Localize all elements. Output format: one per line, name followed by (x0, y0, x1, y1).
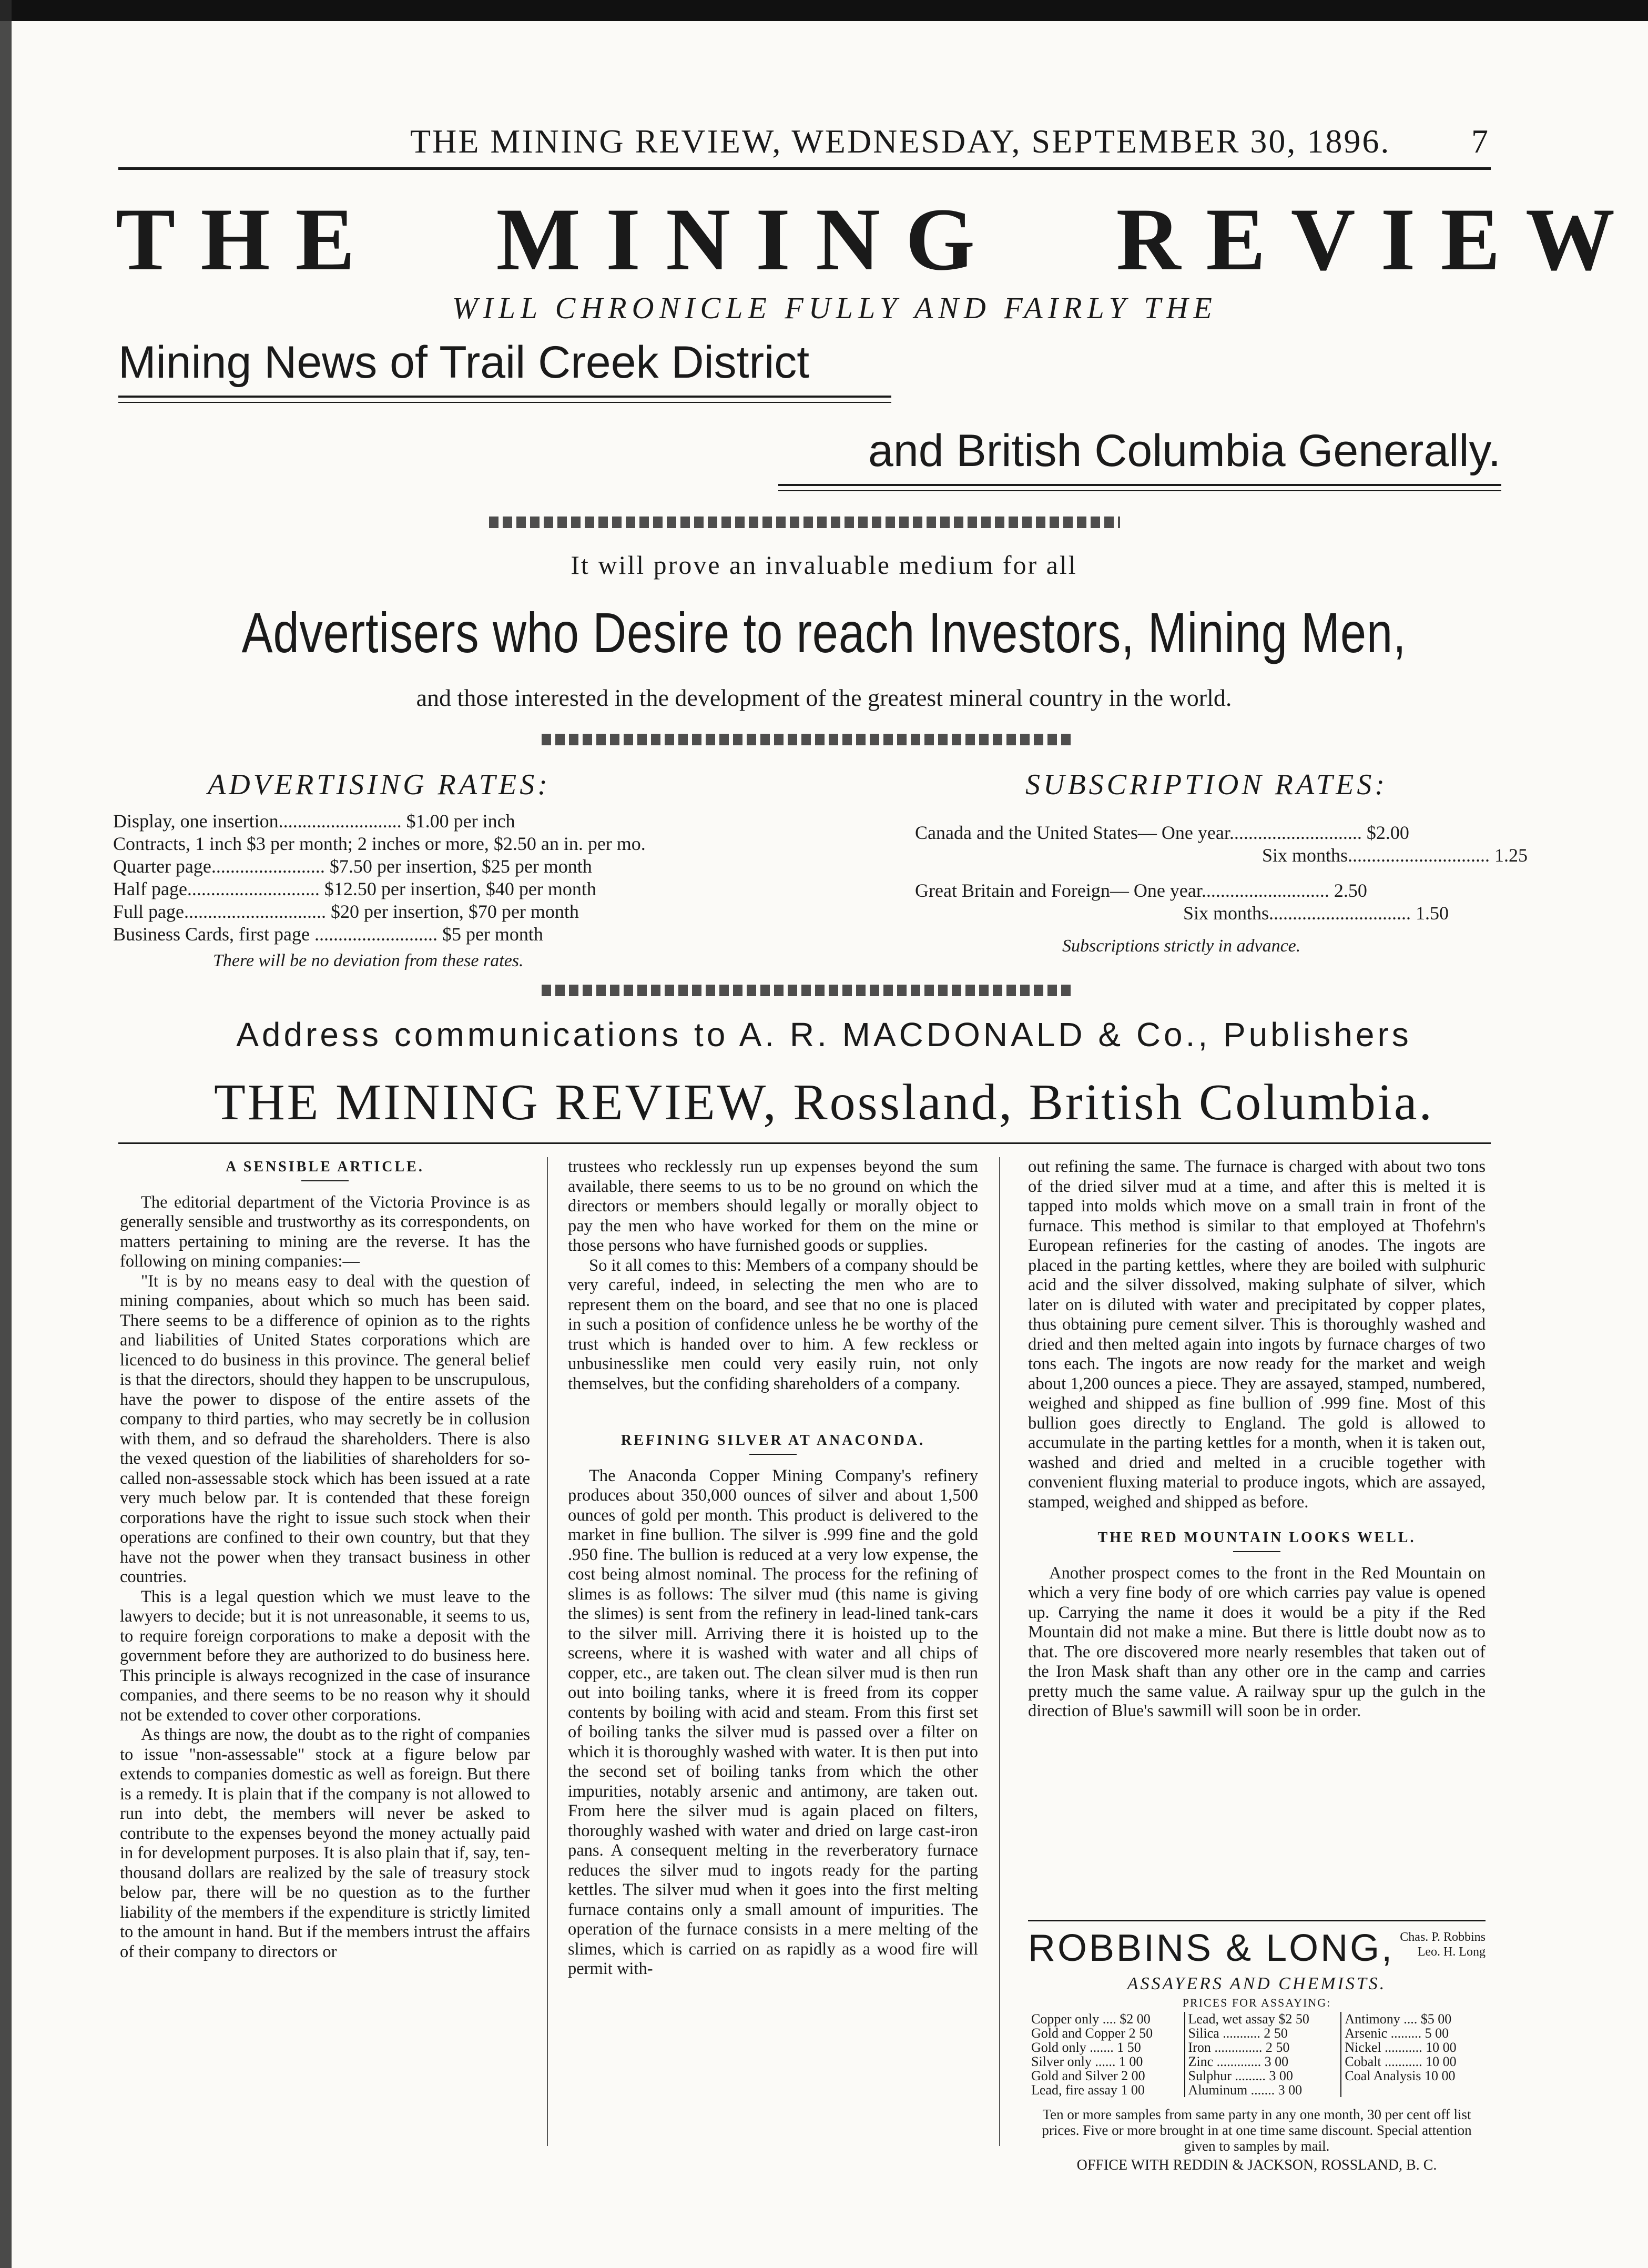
column-rule-2 (999, 1157, 1000, 2146)
ornament-divider-1 (489, 517, 1120, 528)
column-2 (568, 1157, 978, 1979)
robbins-long-advertisement (1028, 1920, 1486, 2205)
price-cell: Silica ........... 2 50 (1185, 2026, 1341, 2040)
adv-rate-row: Full page.............................. $20 per insertion, $70 per month (113, 901, 579, 922)
column-3 (1028, 1157, 1486, 1722)
price-cell: Antimony .... $5 00 (1341, 2012, 1486, 2026)
masthead-word-review: REVIEW (1116, 190, 1641, 289)
price-cell (1341, 2083, 1486, 2097)
price-cell: Coal Analysis 10 00 (1341, 2069, 1486, 2083)
price-cell: Cobalt ........... 10 00 (1341, 2054, 1486, 2069)
article-title: A SENSIBLE ARTICLE. (226, 1159, 424, 1175)
ornament-divider-3 (542, 985, 1073, 996)
ad-price-table (1028, 2012, 1486, 2097)
title-dash (1233, 1551, 1280, 1552)
price-row (1028, 2040, 1486, 2054)
prove-line: It will prove an invaluable medium for all (571, 550, 1077, 580)
price-cell: Aluminum ....... 3 00 (1185, 2083, 1341, 2097)
article-paragraph: The editorial department of the Victoria Province is as generally sensible and trustworthy as its correspondents, on matters pertaining to mining are the reverse. It has the following on mining companies:— (120, 1192, 530, 1271)
rule-under-line1b (118, 402, 891, 403)
price-cell: Copper only .... $2 00 (1031, 2011, 1151, 2027)
price-cell: Gold only ....... 1 50 (1031, 2040, 1141, 2055)
subscription-rates-list (915, 822, 1528, 925)
ad-partner-names (1400, 1930, 1486, 1959)
price-cell: Zinc ............. 3 00 (1185, 2054, 1341, 2069)
mining-news-line: Mining News of Trail Creek District (118, 337, 810, 388)
price-cell: Arsenic ......... 5 00 (1341, 2026, 1486, 2040)
british-columbia-line: and British Columbia Generally. (868, 426, 1501, 476)
advertising-note: There will be no deviation from these rates. (213, 951, 524, 970)
address-line: Address communications to A. R. MACDONALD & Co., Publishers (236, 1016, 1412, 1054)
advertising-rates-list (113, 810, 734, 946)
article-paragraph: The Anaconda Copper Mining Company's refinery produces about 350,000 ounces of silver and about 1,500 ounces of gold per month. This product is delivered to the market in fine bullion. The silver is .999 fine and the gold .950 fine. The bullion is reduced at a very low expense, the cost being almost nominal. The process for the refining of slimes is as follows: The silver mud (this name is giving the slimes) is sent from the refinery in lead-lined tank-cars to the silver mill. Arriving there it is hoisted up to the screens, where it is washed with water and all chips of copper, etc., are taken out. The clean silver mud is then run out into boiling tanks, where it is freed from its copper contents by boiling with acid and steam. From this first set of boiling tanks the silver mud is passed over a filter on which it is thoroughly washed with water. It is then put into the second set of boiling tanks from which the other impurities, notably arsenic and antimony, are taken out. From here the silver mud is again placed on filters, thoroughly washed with water and dried on large cast-iron pans. A consequent melting in the reverberatory furnace reduces the silver mud to ingots ready for the parting kettles. The silver mud when it goes into the first melting furnace contains only a small amount of impurities. The operation of the furnace consists in a mere melting of the slimes, which is carried on as rapidly as a wood fire will permit with- (568, 1466, 978, 1978)
price-cell: Gold and Copper 2 50 (1031, 2026, 1153, 2041)
adv-rate-row: Business Cards, first page .......................... $5 per month (113, 924, 543, 945)
ad-prices-heading: PRICES FOR ASSAYING: (1182, 1996, 1331, 2009)
column-1 (120, 1157, 530, 1962)
price-cell: Gold and Silver 2 00 (1031, 2068, 1145, 2083)
title-dash (749, 1454, 797, 1455)
ad-subtitle: ASSAYERS AND CHEMISTS. (1127, 1974, 1387, 1993)
ornament-divider-2 (542, 734, 1073, 745)
address-rule (118, 1142, 1491, 1144)
header-rule (118, 167, 1491, 170)
price-cell: Lead, fire assay 1 00 (1031, 2082, 1145, 2098)
article-paragraph: trustees who recklessly run up expenses beyond the sum available, there seems to us to be no ground on which the directors or members should legally or morally object to pay the men who have worked for them on the mine or those persons who have furnished goods or supplies. (568, 1157, 978, 1255)
subscription-rates-heading: SUBSCRIPTION RATES: (1025, 768, 1388, 801)
price-row (1028, 2054, 1486, 2069)
ad-discount-note: Ten or more samples from same party in any one month, 30 per cent off list prices. Five or more brought in at one time same discount. Special attention given to samples by mail. (1042, 2107, 1472, 2154)
masthead-subtitle: WILL CHRONICLE FULLY AND FAIRLY THE (452, 291, 1217, 325)
rule-under-line1 (118, 396, 891, 398)
page-number: 7 (1471, 123, 1488, 160)
scan-top-border (0, 0, 1648, 21)
ad-office-address: OFFICE WITH REDDIN & JACKSON, ROSSLAND, B. C. (1076, 2157, 1437, 2173)
price-cell: Sulphur ......... 3 00 (1185, 2069, 1341, 2083)
sub-rate-row: Canada and the United States— One year............................ $2.00 (915, 822, 1409, 843)
price-cell: Lead, wet assay $2 50 (1185, 2012, 1341, 2026)
price-row (1028, 2069, 1486, 2083)
sub-rate-row: Six months.............................. 1.25 (1262, 845, 1528, 866)
masthead-title (116, 190, 1641, 289)
scan-left-edge (0, 0, 12, 2268)
price-cell: Silver only ...... 1 00 (1031, 2054, 1143, 2069)
ad-partner: Chas. P. Robbins (1400, 1930, 1486, 1944)
advertisers-headline: Advertisers who Desire to reach Investors, Mining Men, (241, 601, 1407, 664)
price-cell: Iron .............. 2 50 (1185, 2040, 1341, 2054)
article-paragraph: This is a legal question which we must leave to the lawyers to decide; but it is not unreasonable, it seems to us, to require foreign corporations to make a deposit with the government before they are authorized to do business here. This principle is always recognized in the case of insurance companies, and there seems to be no reason why it should not be extended to cover other corporations. (120, 1587, 530, 1725)
masthead-word-the: THE (116, 190, 381, 289)
rule-under-line2b (778, 490, 1501, 491)
those-interested-line: and those interested in the development of the greatest mineral country in the world. (416, 684, 1232, 711)
adv-rate-row: Half page............................ $12.50 per insertion, $40 per month (113, 878, 596, 899)
article-title: REFINING SILVER AT ANACONDA. (620, 1432, 925, 1449)
sub-rate-row: Six months.............................. 1.50 (1183, 903, 1449, 924)
advertising-rates-heading: ADVERTISING RATES: (208, 768, 551, 801)
running-header (121, 122, 1488, 164)
article-paragraph: out refining the same. The furnace is charged with about two tons of the dried silver mud at a time, and after this is melted it is tapped into molds which move on a small train in front of the furnace. This method is similar to that employed at Thofehrn's European refineries for the casting of anodes. The ingots are placed in the parting kettles, where they are boiled with sulphuric acid and the silver dissolved, making sulphate of silver, which later on is diluted with water and precipitated by copper plates, thus obtaining pure cement silver. This is thoroughly washed and dried and then melted again into ingots by furnace charges of two tons each. The ingots are now ready for the market and weigh about 1,200 ounces a piece. They are assayed, stamped, numbered, weighed and shipped as fine bullion of .999 fine. Most of this bullion goes directly to England. The gold is allowed to accumulate in the parting kettles for a month, when it is taken out, washed and dried and melted in a crucible together with convenient fluxing material to produce ingots, which are assayed, stamped, weighed and shipped as before. (1028, 1157, 1486, 1512)
adv-rate-row: Quarter page........................ $7.50 per insertion, $25 per month (113, 856, 592, 877)
rule-under-line2 (778, 484, 1501, 486)
adv-rate-row: Display, one insertion.......................... $1.00 per inch (113, 811, 515, 832)
price-row (1028, 2026, 1486, 2040)
ad-partner: Leo. H. Long (1417, 1945, 1486, 1959)
title-dash (301, 1180, 349, 1181)
article-title: THE RED MOUNTAIN LOOKS WELL. (1097, 1530, 1416, 1546)
article-paragraph: So it all comes to this: Members of a company should be very careful, indeed, in selecting the men who are to represent them on the board, and see that no one is placed in such a position of confidence unless he be worthy of the trust which is handed over to him. A few reckless or unbusinesslike men could very easily ruin, not only themselves, but the confiding shareholders of a company. (568, 1256, 978, 1393)
article-paragraph: Another prospect comes to the front in the Red Mountain on which a very fine body of ore which carries pay value is opened up. Carrying the name it does it would be a pity if the Red Mountain did not make a mine. But there is little doubt now as to that. The ore discovered more nearly resembles that taken out of the Iron Mask shaft than any other ore in the camp and carries pretty much the same value. A railway spur up the gulch in the direction of Blue's sawmill will soon be in order. (1028, 1563, 1486, 1720)
price-row (1028, 2083, 1486, 2097)
article-paragraph: As things are now, the doubt as to the right of companies to issue "non-assessable" stock at a figure below par extends to companies domestic as well as foreign. But there is a remedy. It is plain that if the company is not allowed to run into debt, the members will never be asked to contribute to the expenses beyond the money actually paid in for development purposes. It is also plain that if, say, ten-thousand dollars are realized by the sale of treasury stock below par, there will be no question as to the further liability of the members if the expenditure is strictly limited to the amount in hand. But if the members intrust the affairs of their company to directors or (120, 1725, 530, 1961)
column-rule-1 (547, 1157, 548, 2146)
price-row (1028, 2012, 1486, 2026)
subscription-note: Subscriptions strictly in advance. (1062, 936, 1301, 956)
ad-firm-name: ROBBINS & LONG, (1028, 1927, 1395, 1969)
sub-rate-row: Great Britain and Foreign— One year........................... 2.50 (915, 880, 1367, 901)
masthead-word-mining: MINING (496, 190, 1001, 289)
running-head: THE MINING REVIEW, WEDNESDAY, SEPTEMBER 30, 1896. (410, 123, 1391, 160)
article-paragraph: "It is by no means easy to deal with the question of mining companies, about which so much has been said. There seems to be a difference of opinion as to the rights and liabilities of United States corporations which are licenced to do business in this province. The general belief is that the directors, should they happen to be unscrupulous, have the power to dispose of the entire assets of the company to third parties, who may secretly be in collusion with them, and so defraud the shareholders. There is also the vexed question of the liabilities of shareholders for so-called non-assessable stock which has been issued at a rate very much below par. It is contended that these foreign corporations have the right to issue such stock when their operations are confined to their own country, but that they have not the power when they transact business in other countries. (120, 1271, 530, 1586)
adv-rate-row: Contracts, 1 inch $3 per month; 2 inches or more, $2.50 an in. per mo. (113, 833, 646, 854)
price-cell: Nickel ........... 10 00 (1341, 2040, 1486, 2054)
review-address: THE MINING REVIEW, Rossland, British Columbia. (214, 1074, 1434, 1131)
